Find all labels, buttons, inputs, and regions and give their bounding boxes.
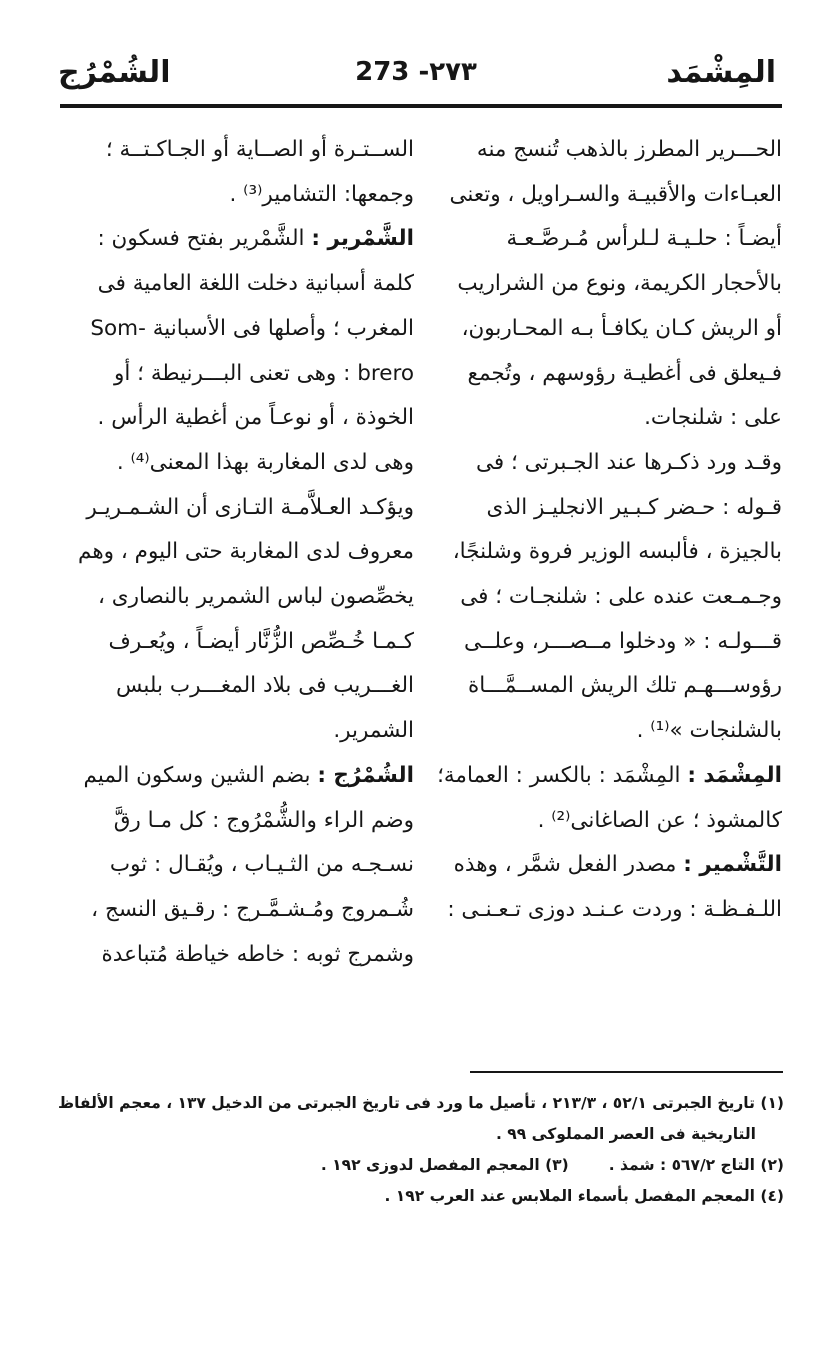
text-line: فـيعلق فى أغطيـة رؤوسهم ، وتُجمع [467,360,782,386]
text-line: وشمرج ثوبه : خاطه خياطة مُتباعدة [101,941,414,967]
text-line: قـــولـه : « ودخلوا مــصـــر، وعلــى [464,628,782,654]
header-right-guide-word: المِشْمَد [666,54,776,90]
text-line: ويؤكـد العـلاَّمـة التـازى أن الشـمـريـر [86,494,414,520]
text-line: أو الريش كـان يكافـأ بـه المحـاربون، [461,315,782,341]
footnote-row [60,1150,784,1181]
text-line: اللـفـظـة : وردت عـنـد دوزى تـعـنـى : [447,896,782,922]
text-line: نسـجـه من الثـيـاب ، ويُقـال : ثوب [109,852,414,878]
text-line: بالأحجار الكريمة، ونوع من الشراريب [457,271,782,297]
footnotes [60,1088,784,1212]
text-line: brero : وهى تعنى البـــرنيطة ؛ أو [113,360,414,386]
right-column [436,128,782,933]
text-line: قـوله : حـضر كـبـير الانجليـز الذى [486,494,782,520]
footnote-1-continued: التاريخية فى العصر المملوكى ٩٩ . [495,1125,756,1143]
headword-shumruj: الشُمْرُج : [317,762,414,788]
entry-text: مصدر الفعل شمَّر ، وهذه [453,852,677,878]
left-column [60,128,414,977]
text-line: الخوذة ، أو نوعـاً من أغطية الرأس . [97,405,414,431]
headword-mishmad: المِشْمَد : [687,762,782,788]
text-line: كالمشوذ ؛ عن الصاغانى⁽²⁾ . [537,807,782,833]
text-line: الشمرير. [333,718,414,744]
text-line: الغـــريب فى بلاد المغـــرب بلبس [116,673,414,699]
footnote-rule [470,1071,783,1073]
entry-line [60,217,414,262]
entry-line [436,754,782,799]
text-line: على : شلنجات. [644,405,782,431]
footnote-3: (٣) المعجم المفصل لدوزى ١٩٢ . [320,1156,569,1174]
header-left-guide-word: الشُمْرُج [58,54,171,90]
entry-text: الشَّمْرير بفتح فسكون : [97,226,305,252]
entry-line [60,754,414,799]
entry-text: بضم الشين وسكون الميم [83,762,311,788]
text-line: وجـمـعت عنده على : شلنجـات ؛ فى [460,584,782,610]
text-line: الســتـرة أو الصــاية أو الجـاكـتــة ؛ [105,137,414,162]
headword-shamrir: الشَّمْرير : [311,226,414,252]
text-line: العبـاءات والأقبيـة والسـراويل ، وتعنى [449,181,782,207]
text-line: بالشلنجات »⁽¹⁾ . [636,718,782,744]
text-line: يخصِّصون لباس الشمرير بالنصارى ، [98,584,414,610]
text-line: الحـــرير المطرز بالذهب تُنسج منه [476,137,782,162]
footnote-4: (٤) المعجم المفصل بأسماء الملابس عند العرب ١٩٢ . [384,1187,784,1205]
header-rule [60,104,782,108]
text-line: معروف لدى المغاربة حتى اليوم ، وهم [78,539,414,565]
text-line: بالجيزة ، فألبسه الوزير فروة وشلنجًا، [452,539,782,565]
text-line: وهى لدى المغاربة بهذا المعنى⁽⁴⁾ . [116,449,414,475]
text-line: المغرب ؛ وأصلها فى الأسبانية -Som [90,315,414,341]
footnote-2: (٢) التاج ٥٦٧/٢ : شمذ . [608,1156,784,1174]
text-line: كـمـا خُـصِّص الزُّنَّار أيضـاً ، ويُعـرف [108,628,414,654]
text-line: أيضـاً : حلـيـة لـلرأس مُـرصَّـعـة [506,226,782,252]
text-line: وجمعها: التشامير⁽³⁾ . [229,181,414,207]
text-line: رؤوســـهـم تلك الريش المســمَّـــاة [468,673,782,699]
text-line: كلمة أسبانية دخلت اللغة العامية فى [97,271,414,297]
page-number-text: 273 -٢٧٣ [355,57,477,87]
text-line: شُـمروج ومُـشـمَّـرج : رقـيق النسج ، [91,896,414,922]
footnote-1: (١) تاريخ الجبرتى ٥٢/١ ، ٢١٣/٣ ، تأصيل ما ورد فى تاريخ الجبرتى من الدخيل ١٣٧ ، معجم الألفاظ [58,1094,784,1112]
entry-text: المِشْمَد : بالكسر : العمامة؛ [437,762,681,788]
text-line: وقـد ورد ذكـرها عند الجـبرتى ؛ فى [475,449,782,475]
text-line: وضم الراء والشُّمْرُوج : كل مـا رقَّ [113,807,414,833]
headword-tashmir: التَّشْمير : [683,852,782,878]
entry-line [436,843,782,888]
